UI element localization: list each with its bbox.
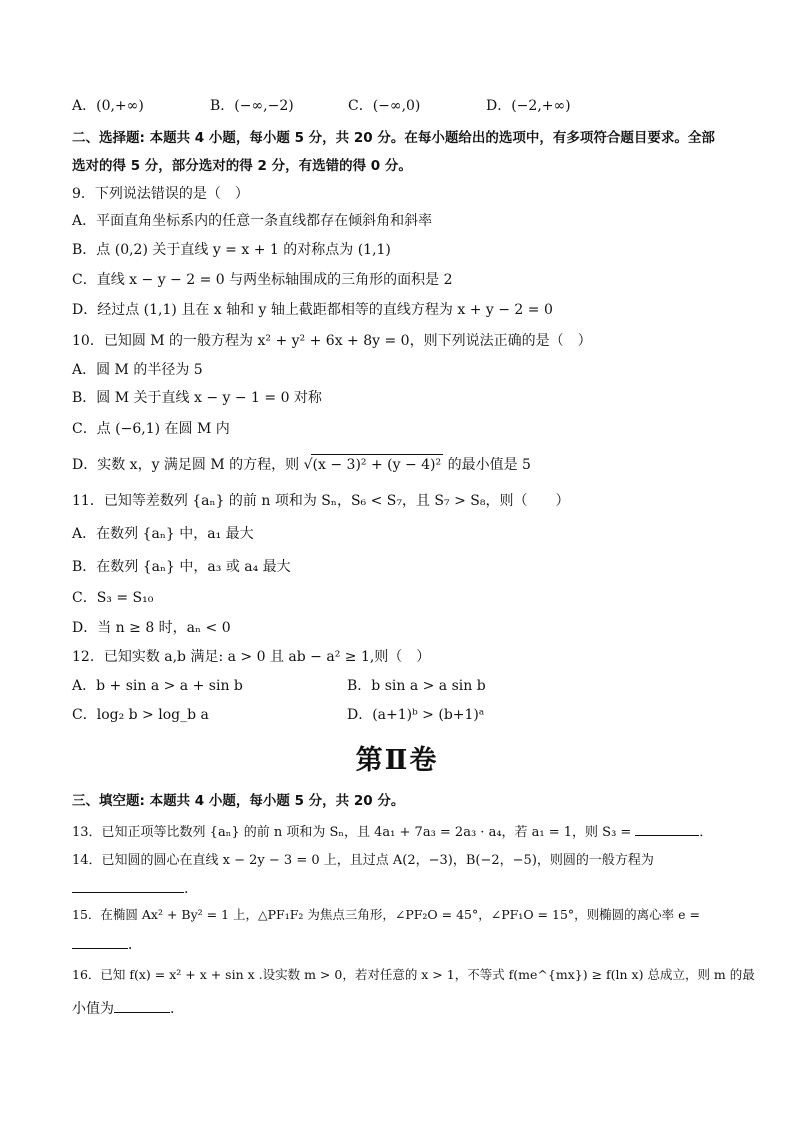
q13-end: ． bbox=[699, 825, 713, 840]
q10-option-d-post: 的最小值是 5 bbox=[443, 457, 531, 473]
q10-option-a: A．圆 M 的半径为 5 bbox=[72, 362, 203, 378]
q10-option-d bbox=[72, 454, 531, 475]
q16-answer-blank bbox=[114, 998, 170, 1013]
q10-stem: 10．已知圆 M 的一般方程为 x² + y² + 6x + 8y = 0，则下列说法正确的是（ ） bbox=[72, 333, 592, 349]
section2-heading-1: 二、选择题: 本题共 4 小题，每小题 5 分，共 20 分。在每小题给出的选项中，有多项符合题目要求。全部 bbox=[72, 130, 715, 146]
q10-option-c: C．点 (−6,1) 在圆 M 内 bbox=[72, 421, 230, 437]
q12-option-a: A．b + sin a > a + sin b bbox=[72, 678, 243, 694]
option-c: C．(−∞,0) bbox=[348, 98, 421, 114]
section2-heading-2: 选对的得 5 分，部分选对的得 2 分，有选错的得 0 分。 bbox=[72, 158, 412, 174]
q11-option-c: C．S₃ = S₁₀ bbox=[72, 590, 154, 606]
q16-line-2-pre: 小值为 bbox=[72, 1001, 114, 1017]
option-b: B．(−∞,−2) bbox=[210, 98, 294, 114]
q9-option-b: B．点 (0,2) 关于直线 y = x + 1 的对称点为 (1,1) bbox=[72, 242, 391, 258]
q12-option-c: C．log₂ b > log_b a bbox=[72, 707, 209, 723]
q10-option-d-pre: D．实数 x，y 满足圆 M 的方程，则 bbox=[72, 457, 304, 473]
q15-answer-blank bbox=[72, 934, 128, 949]
part2-title: 第Ⅱ卷 bbox=[355, 745, 439, 776]
q14-line-1: 14．已知圆的圆心在直线 x − 2y − 3 = 0 上，且过点 A(2，−3)，B(−2，−5)，则圆的一般方程为 bbox=[72, 853, 654, 868]
q15-line-1: 15．在椭圆 Ax² + By² = 1 上，△PF₁F₂ 为焦点三角形，∠PF₂O = 45°，∠PF₁O = 15°，则椭圆的离心率 e = bbox=[72, 907, 700, 922]
q14-line-2 bbox=[72, 878, 188, 899]
q9-stem: 9．下列说法错误的是（ ） bbox=[72, 186, 249, 202]
q12-option-b: B．b sin a > a sin b bbox=[347, 678, 486, 694]
q15-end: ． bbox=[128, 937, 142, 953]
q16-end: . bbox=[170, 1001, 175, 1017]
q12-option-d: D．(a+1)ᵇ > (b+1)ᵃ bbox=[347, 707, 485, 723]
q10-option-b: B．圆 M 关于直线 x − y − 1 = 0 对称 bbox=[72, 390, 322, 406]
q9-option-a: A．平面直角坐标系内的任意一条直线都存在倾斜角和斜率 bbox=[72, 213, 433, 229]
q10-option-d-root: (x − 3)² + (y − 4)² bbox=[311, 454, 444, 475]
q13 bbox=[72, 821, 712, 843]
q11-option-d: D．当 n ≥ 8 时，aₙ < 0 bbox=[72, 620, 231, 636]
q14-end: . bbox=[184, 881, 189, 897]
section3-heading: 三、填空题: 本题共 4 小题，每小题 5 分，共 20 分。 bbox=[72, 793, 405, 809]
q12-stem: 12．已知实数 a,b 满足: a > 0 且 ab − a² ≥ 1,则（ ） bbox=[72, 649, 431, 665]
q16-line-2 bbox=[72, 998, 174, 1019]
q13-answer-blank bbox=[635, 821, 699, 836]
q11-stem: 11．已知等差数列 {aₙ} 的前 n 项和为 Sₙ，S₆ < S₇，且 S₇ > S₈，则（ ） bbox=[72, 493, 570, 509]
option-d: D．(−2,+∞) bbox=[486, 98, 571, 114]
q11-option-b: B．在数列 {aₙ} 中，a₃ 或 a₄ 最大 bbox=[72, 559, 291, 575]
q16-line-1: 16．已知 f(x) = x² + x + sin x .设实数 m > 0，若对任意的 x > 1，不等式 f(me^{mx}) ≥ f(ln x) 总成立，则 m 的最 bbox=[72, 967, 755, 982]
q14-answer-blank bbox=[72, 878, 184, 893]
q9-option-d: D．经过点 (1,1) 且在 x 轴和 y 轴上截距都相等的直线方程为 x + y − 2 = 0 bbox=[72, 302, 553, 318]
q11-option-a: A．在数列 {aₙ} 中，a₁ 最大 bbox=[72, 526, 254, 542]
option-a: A．(0,+∞) bbox=[72, 98, 144, 114]
q9-option-c: C．直线 x − y − 2 = 0 与两坐标轴围成的三角形的面积是 2 bbox=[72, 272, 453, 288]
sqrt-radical: √ bbox=[303, 457, 313, 473]
q13-text: 13．已知正项等比数列 {aₙ} 的前 n 项和为 Sₙ，且 4a₁ + 7a₃ = 2a₃ · a₄，若 a₁ = 1，则 S₃ = bbox=[72, 825, 632, 840]
q15-line-2 bbox=[72, 934, 142, 955]
